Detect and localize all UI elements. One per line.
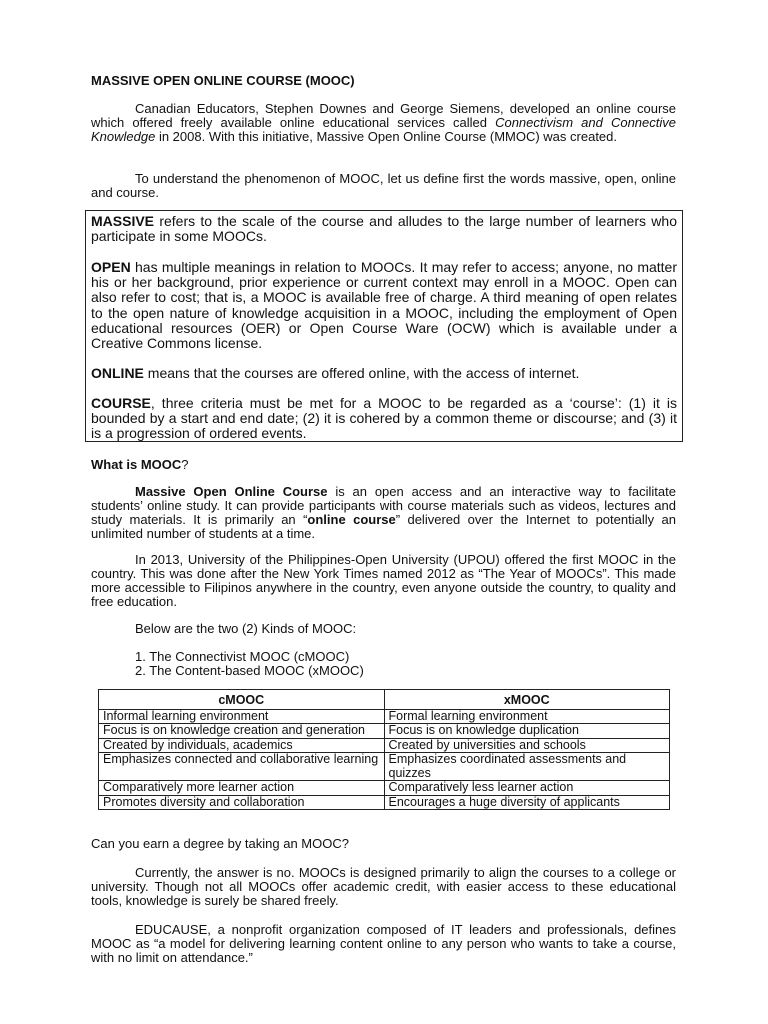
mooc-bold-term: Massive Open Online Course: [135, 484, 328, 499]
online-course-bold: online course: [307, 512, 396, 527]
phenomenon-paragraph: To understand the phenomenon of MOOC, let us define first the words massive, open, online and course.: [91, 171, 676, 200]
massive-text: refers to the scale of the course and alludes to the large number of learners who participate in some MOOCs.: [91, 213, 677, 245]
intro-text-b: in 2008. With this initiative, Massive Open Online Course (MMOC) was created.: [155, 129, 617, 144]
table-row: [99, 753, 670, 781]
table-cell: Informal learning environment: [99, 709, 385, 724]
document-title: MASSIVE OPEN ONLINE COURSE (MOOC): [91, 73, 355, 88]
degree-question: Can you earn a degree by taking an MOOC?: [91, 836, 349, 851]
table-cell: Focus is on knowledge creation and generation: [99, 724, 385, 739]
table-cell: Comparatively more learner action: [99, 781, 385, 796]
table-cell: Emphasizes connected and collaborative learning: [99, 753, 385, 781]
kinds-intro-paragraph: Below are the two (2) Kinds of MOOC:: [135, 621, 357, 636]
table-row: [99, 709, 670, 724]
kinds-list: [135, 650, 675, 678]
table-row: [99, 724, 670, 739]
course-text: , three criteria must be met for a MOOC to be regarded as a ‘course’: (1) it is bounded by a start and end date; (2) it is cohered by a common theme or discourse; and (3) it is a progression of ordered events.: [91, 395, 677, 442]
term-open: OPEN: [91, 259, 131, 275]
definition-course: [91, 396, 677, 442]
definition-open: [91, 260, 677, 351]
list-item: 1. The Connectivist MOOC (cMOOC): [135, 649, 350, 664]
table-row: [99, 795, 670, 810]
list-item: 2. The Content-based MOOC (xMOOC): [135, 663, 364, 678]
mooc-description-paragraph: [91, 485, 676, 541]
mooc-desc-b: ” delivered over the Internet to potentially an unlimited number of students at a time.: [91, 512, 676, 541]
table-cell: Emphasizes coordinated assessments and quizzes: [384, 753, 670, 781]
educause-paragraph: EDUCAUSE, a nonprofit organization composed of IT leaders and professionals, defines MOOC as “a model for delivering learning content online to any person who wants to take a course, with no limit on attendance.”: [91, 922, 676, 965]
table-cell: Focus is on knowledge duplication: [384, 724, 670, 739]
table-cell: Created by universities and schools: [384, 738, 670, 753]
definition-massive: [91, 214, 677, 244]
online-text: means that the courses are offered online, with the access of internet.: [143, 365, 580, 381]
table-row: [99, 781, 670, 796]
upou-paragraph: In 2013, University of the Philippines-Open University (UPOU) offered the first MOOC in the country. This was done after the New York Times named 2012 as “The Year of MOOCs”. This made more accessible to Filipinos anywhere in the country, even anyone outside the country, to quality and free education.: [91, 552, 676, 609]
table-cell: Created by individuals, academics: [99, 738, 385, 753]
term-massive: MASSIVE: [91, 213, 155, 229]
table-cell: Promotes diversity and collaboration: [99, 795, 385, 810]
definition-online: [91, 366, 677, 381]
table-cell: Formal learning environment: [384, 709, 670, 724]
intro-text-a: Canadian Educators, Stephen Downes and George Siemens, developed an online course which offered freely available online educational services called: [91, 101, 676, 130]
mooc-desc-a: is an open access and an interactive way to facilitate students’ online study. It can provide participants with course materials such as videos, lectures and study materials. It is primarily an “: [91, 484, 676, 527]
intro-paragraph: [91, 102, 676, 144]
term-online: ONLINE: [91, 365, 144, 381]
table-cell: Comparatively less learner action: [384, 781, 670, 796]
table-row: [99, 738, 670, 753]
degree-answer-paragraph: Currently, the answer is no. MOOCs is designed primarily to align the courses to a college or university. Though not all MOOCs offer academic credit, with easier access to these educational tools, knowledge is surely be shared freely.: [91, 865, 676, 908]
term-course: COURSE: [91, 395, 151, 411]
course-name-italic: Connectivism and Connective Knowledge: [91, 115, 676, 144]
open-text: has multiple meanings in relation to MOOCs. It may refer to access; anyone, no matter his or her background, prior experience or current context may enroll in a MOOC. Open can also refer to cost; that is, a MOOC is available free of charge. A third meaning of open relates to the open nature of knowledge acquisition in a MOOC, including the employment of Open educational resources (OER) or Open Course Ware (OCW) which is available under a Creative Commons license.: [91, 259, 677, 352]
heading-qmark: ?: [181, 457, 189, 472]
table-cell: Encourages a huge diversity of applicants: [384, 795, 670, 810]
what-is-heading-text: What is MOOC: [91, 457, 182, 472]
header-cmooc: cMOOC: [99, 690, 385, 710]
mooc-comparison-table: [98, 689, 670, 810]
what-is-mooc-heading: [91, 458, 676, 472]
table-header-row: [99, 690, 670, 710]
header-xmooc: xMOOC: [384, 690, 670, 710]
